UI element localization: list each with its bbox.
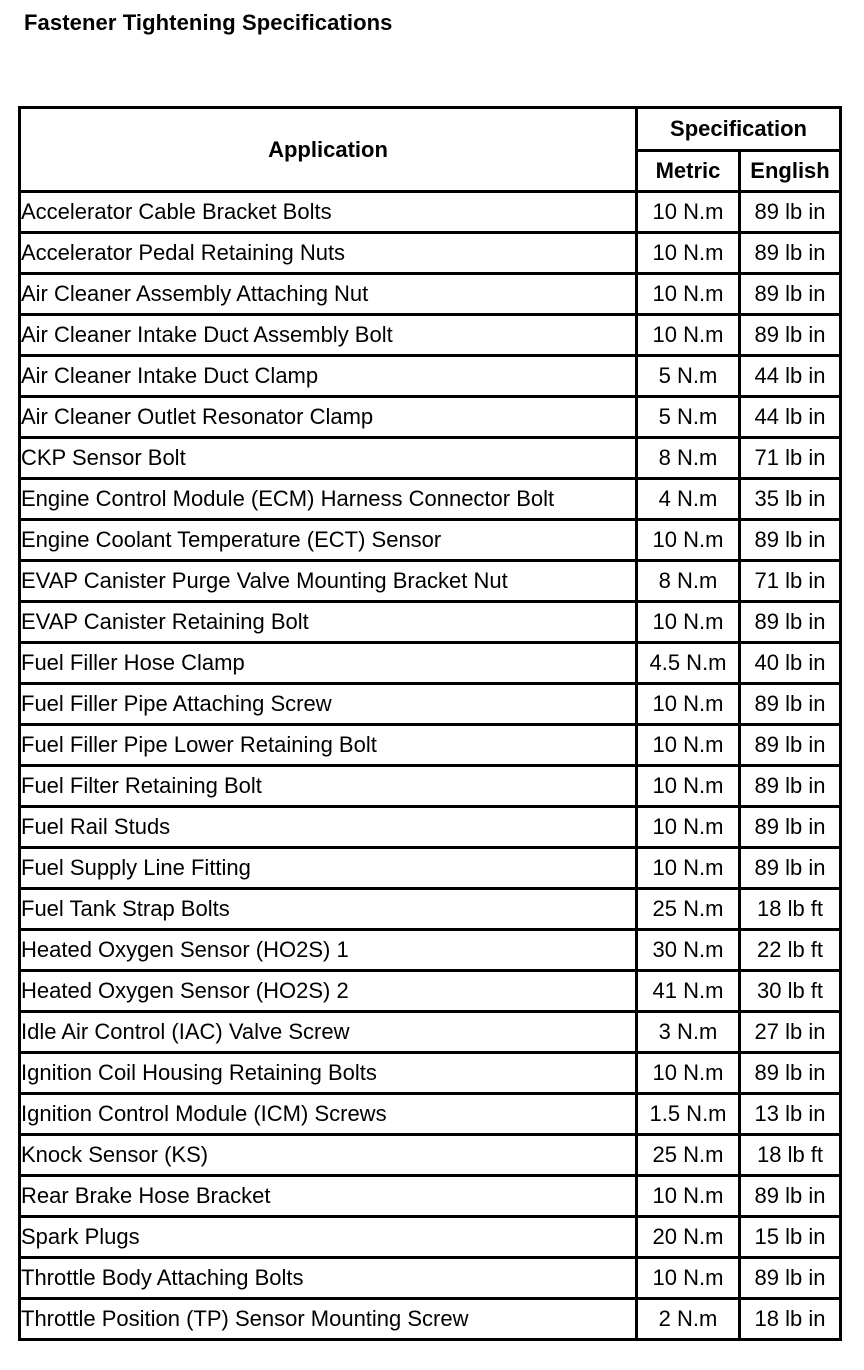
page-title: Fastener Tightening Specifications [24,10,393,35]
table-row [21,1259,842,1300]
table-row [21,1136,842,1177]
english-header: English [741,152,842,193]
table-row [21,1095,842,1136]
application-cell: EVAP Canister Purge Valve Mounting Bracket Nut [21,562,638,603]
metric-cell: 5 N.m [638,357,741,398]
table-row [21,1013,842,1054]
metric-cell: 8 N.m [638,562,741,603]
table-row [21,890,842,931]
english-cell: 15 lb in [741,1218,842,1259]
english-cell: 18 lb ft [741,890,842,931]
english-cell: 89 lb in [741,726,842,767]
application-cell: Fuel Tank Strap Bolts [21,890,638,931]
application-header: Application [21,109,638,193]
application-cell: Accelerator Cable Bracket Bolts [21,193,638,234]
metric-cell: 41 N.m [638,972,741,1013]
english-cell: 44 lb in [741,398,842,439]
metric-cell: 10 N.m [638,767,741,808]
metric-cell: 20 N.m [638,1218,741,1259]
english-cell: 89 lb in [741,603,842,644]
english-cell: 44 lb in [741,357,842,398]
table-row [21,439,842,480]
metric-cell: 10 N.m [638,1054,741,1095]
application-cell: Fuel Rail Studs [21,808,638,849]
english-cell: 18 lb ft [741,1136,842,1177]
application-cell: Air Cleaner Intake Duct Clamp [21,357,638,398]
table-row [21,767,842,808]
metric-cell: 2 N.m [638,1300,741,1341]
specification-header: Specification [638,109,842,152]
metric-cell: 3 N.m [638,1013,741,1054]
english-cell: 89 lb in [741,849,842,890]
table-row [21,275,842,316]
application-cell: Idle Air Control (IAC) Valve Screw [21,1013,638,1054]
application-cell: Engine Control Module (ECM) Harness Connector Bolt [21,480,638,521]
application-cell: Accelerator Pedal Retaining Nuts [21,234,638,275]
application-cell: Spark Plugs [21,1218,638,1259]
english-cell: 89 lb in [741,234,842,275]
table-row [21,644,842,685]
english-cell: 71 lb in [741,439,842,480]
application-cell: Rear Brake Hose Bracket [21,1177,638,1218]
application-cell: Ignition Coil Housing Retaining Bolts [21,1054,638,1095]
english-cell: 30 lb ft [741,972,842,1013]
table-row [21,562,842,603]
application-cell: Fuel Filler Pipe Lower Retaining Bolt [21,726,638,767]
english-cell: 89 lb in [741,685,842,726]
application-cell: Fuel Filler Pipe Attaching Screw [21,685,638,726]
table-row [21,808,842,849]
application-cell: Throttle Position (TP) Sensor Mounting Screw [21,1300,638,1341]
english-cell: 35 lb in [741,480,842,521]
table-row [21,849,842,890]
metric-header: Metric [638,152,741,193]
application-cell: Knock Sensor (KS) [21,1136,638,1177]
english-cell: 89 lb in [741,767,842,808]
english-cell: 18 lb in [741,1300,842,1341]
metric-cell: 10 N.m [638,603,741,644]
metric-cell: 1.5 N.m [638,1095,741,1136]
spec-rows [21,193,842,1341]
application-cell: Air Cleaner Assembly Attaching Nut [21,275,638,316]
english-cell: 89 lb in [741,193,842,234]
application-cell: CKP Sensor Bolt [21,439,638,480]
spec-table [18,106,842,1341]
table-row [21,234,842,275]
table-row [21,1177,842,1218]
metric-cell: 5 N.m [638,398,741,439]
metric-cell: 25 N.m [638,1136,741,1177]
table-row [21,1218,842,1259]
english-cell: 89 lb in [741,275,842,316]
metric-cell: 10 N.m [638,193,741,234]
application-cell: Air Cleaner Outlet Resonator Clamp [21,398,638,439]
application-cell: Fuel Filler Hose Clamp [21,644,638,685]
table-row [21,726,842,767]
metric-cell: 10 N.m [638,275,741,316]
table-row [21,972,842,1013]
table-row [21,480,842,521]
application-cell: Air Cleaner Intake Duct Assembly Bolt [21,316,638,357]
application-cell: Throttle Body Attaching Bolts [21,1259,638,1300]
table-row [21,521,842,562]
metric-cell: 10 N.m [638,808,741,849]
metric-cell: 4 N.m [638,480,741,521]
english-cell: 89 lb in [741,1177,842,1218]
metric-cell: 10 N.m [638,1177,741,1218]
english-cell: 13 lb in [741,1095,842,1136]
table-row [21,193,842,234]
application-cell: Fuel Supply Line Fitting [21,849,638,890]
metric-cell: 4.5 N.m [638,644,741,685]
table-row [21,603,842,644]
english-cell: 71 lb in [741,562,842,603]
english-cell: 89 lb in [741,1054,842,1095]
metric-cell: 8 N.m [638,439,741,480]
metric-cell: 25 N.m [638,890,741,931]
english-cell: 27 lb in [741,1013,842,1054]
metric-cell: 10 N.m [638,316,741,357]
table-row [21,1300,842,1341]
metric-cell: 10 N.m [638,726,741,767]
application-cell: Heated Oxygen Sensor (HO2S) 2 [21,972,638,1013]
english-cell: 22 lb ft [741,931,842,972]
table-row [21,685,842,726]
metric-cell: 30 N.m [638,931,741,972]
english-cell: 89 lb in [741,316,842,357]
metric-cell: 10 N.m [638,1259,741,1300]
table-row [21,316,842,357]
application-cell: Fuel Filter Retaining Bolt [21,767,638,808]
application-cell: Heated Oxygen Sensor (HO2S) 1 [21,931,638,972]
metric-cell: 10 N.m [638,234,741,275]
application-cell: Ignition Control Module (ICM) Screws [21,1095,638,1136]
application-cell: EVAP Canister Retaining Bolt [21,603,638,644]
table-row [21,1054,842,1095]
english-cell: 89 lb in [741,808,842,849]
application-cell: Engine Coolant Temperature (ECT) Sensor [21,521,638,562]
english-cell: 89 lb in [741,521,842,562]
table-row [21,398,842,439]
english-cell: 40 lb in [741,644,842,685]
metric-cell: 10 N.m [638,521,741,562]
table-row [21,931,842,972]
metric-cell: 10 N.m [638,849,741,890]
table-row [21,357,842,398]
metric-cell: 10 N.m [638,685,741,726]
english-cell: 89 lb in [741,1259,842,1300]
